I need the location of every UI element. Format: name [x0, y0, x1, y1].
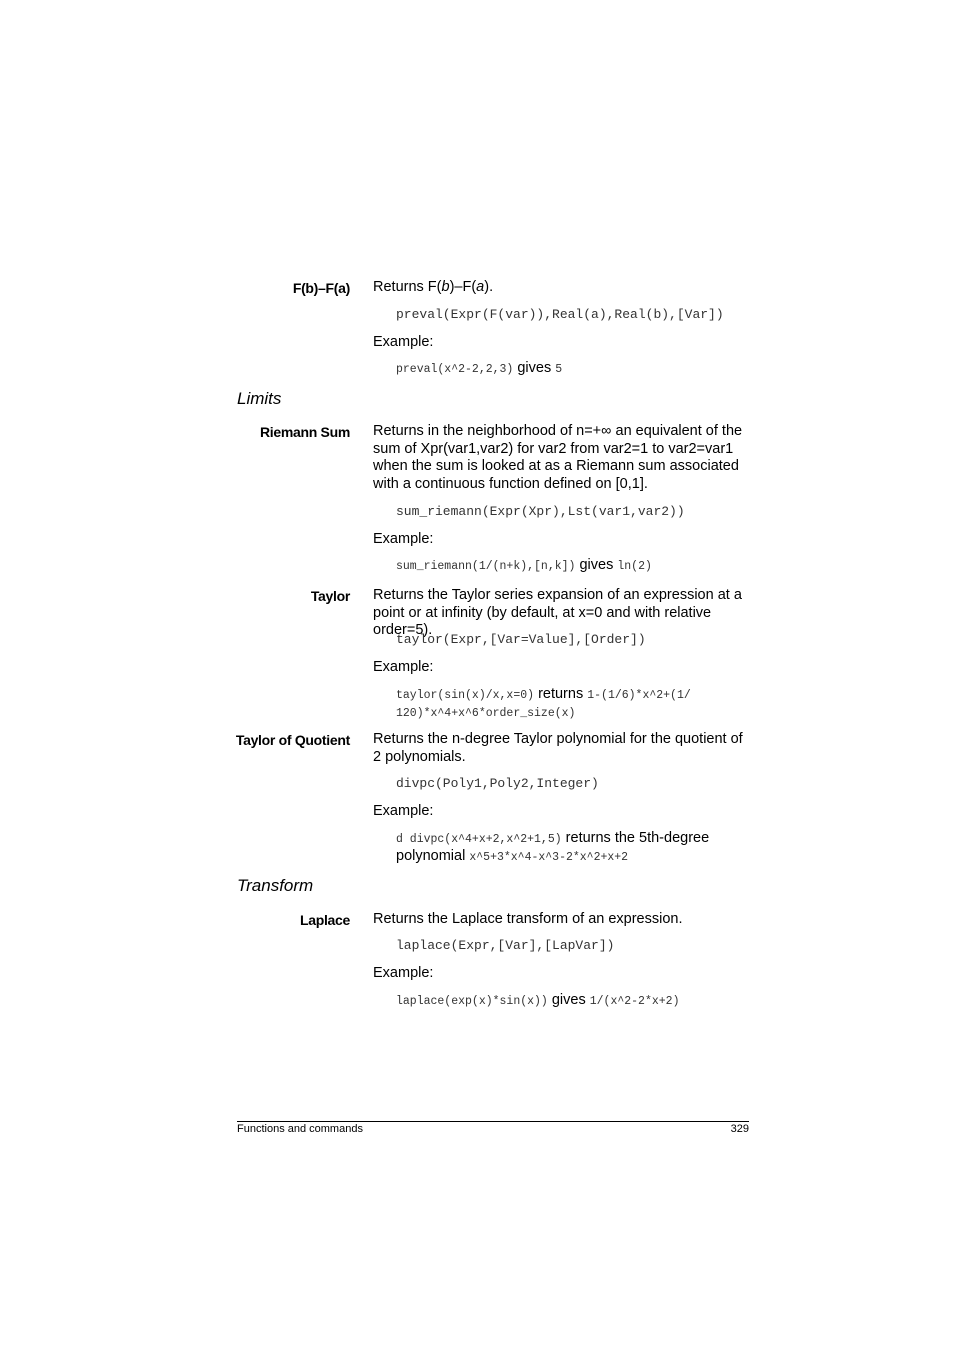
term-taylor: Taylor — [310, 588, 350, 604]
taylor-quotient-example-word2: polynomial — [396, 848, 466, 864]
taylor-quotient-example-code: d divpc(x^4+x+2,x^2+1,5) — [396, 833, 562, 846]
fb-fa-example — [396, 360, 756, 378]
riemann-example-label: Example: — [373, 531, 434, 547]
taylor-example-word: returns — [538, 686, 584, 702]
riemann-example-code: sum_riemann(1/(n+k),[n,k]) — [396, 560, 576, 573]
fb-fa-desc-suffix: ). — [484, 279, 494, 295]
transform-heading: Transform — [237, 876, 314, 895]
taylor-quotient-description: Returns the n-degree Taylor polynomial for the quotient of 2 polynomials. — [373, 731, 743, 765]
riemann-description: Returns in the neighborhood of n=+∞ an equivalent of the sum of Xpr(var1,var2) for var2 from var2=1 to var2=var1 when the sum is looked at as a Riemann sum associated with a continuous function defined on [0,1]. — [373, 423, 743, 492]
fb-fa-desc-mid: )–F( — [449, 279, 477, 295]
fb-fa-example-result: 5 — [555, 363, 563, 376]
riemann-syntax: sum_riemann(Expr(Xpr),Lst(var1,var2)) — [396, 504, 685, 519]
riemann-example — [396, 557, 756, 575]
footer-rule — [237, 1121, 749, 1122]
riemann-example-result: ln(2) — [617, 560, 652, 573]
taylor-quotient-example — [396, 830, 756, 866]
term-riemann-sum: Riemann Sum — [259, 424, 350, 440]
taylor-quotient-example-label: Example: — [373, 803, 434, 819]
taylor-example-label: Example: — [373, 659, 434, 675]
laplace-example-code: laplace(exp(x)*sin(x)) — [396, 995, 548, 1008]
laplace-example — [396, 992, 756, 1010]
laplace-description: Returns the Laplace transform of an expression. — [373, 911, 683, 927]
taylor-example-result-2: 120)*x^4+x^6*order_size(x) — [396, 707, 576, 720]
page-number: 329 — [730, 1123, 749, 1135]
laplace-example-word: gives — [551, 992, 586, 1008]
riemann-example-word: gives — [579, 557, 614, 573]
taylor-quotient-example-result: x^5+3*x^4-x^3-2*x^2+x+2 — [469, 851, 629, 864]
limits-heading: Limits — [237, 389, 282, 408]
taylor-description: Returns the Taylor series expansion of an expression at a point or at infinity (by default, at x=0 and with relative order=5). — [373, 587, 742, 638]
fb-fa-example-label: Example: — [373, 334, 434, 350]
taylor-example — [396, 686, 756, 722]
term-taylor-quotient: Taylor of Quotient — [235, 732, 350, 748]
taylor-example-code: taylor(sin(x)/x,x=0) — [396, 689, 535, 702]
taylor-example-result-1: 1-(1/6)*x^2+(1/ — [587, 689, 691, 702]
fb-fa-syntax: preval(Expr(F(var)),Real(a),Real(b),[Var]) — [396, 307, 724, 322]
taylor-quotient-syntax: divpc(Poly1,Poly2,Integer) — [396, 776, 599, 791]
footer-left: Functions and commands — [237, 1123, 363, 1135]
laplace-example-label: Example: — [373, 965, 434, 981]
taylor-quotient-example-word: returns the 5th-degree — [565, 830, 710, 846]
fb-fa-desc-prefix: Returns F( — [373, 279, 442, 295]
fb-fa-desc-a: a — [476, 279, 485, 295]
fb-fa-example-code: preval(x^2-2,2,3) — [396, 363, 514, 376]
laplace-example-result: 1/(x^2-2*x+2) — [589, 995, 680, 1008]
laplace-syntax: laplace(Expr,[Var],[LapVar]) — [396, 938, 615, 953]
term-fb-fa: F(b)–F(a) — [292, 280, 350, 296]
fb-fa-description — [373, 279, 751, 297]
term-laplace: Laplace — [299, 912, 350, 928]
fb-fa-example-word: gives — [517, 360, 552, 376]
fb-fa-desc-b: b — [441, 279, 450, 295]
taylor-syntax: taylor(Expr,[Var=Value],[Order]) — [396, 632, 646, 647]
